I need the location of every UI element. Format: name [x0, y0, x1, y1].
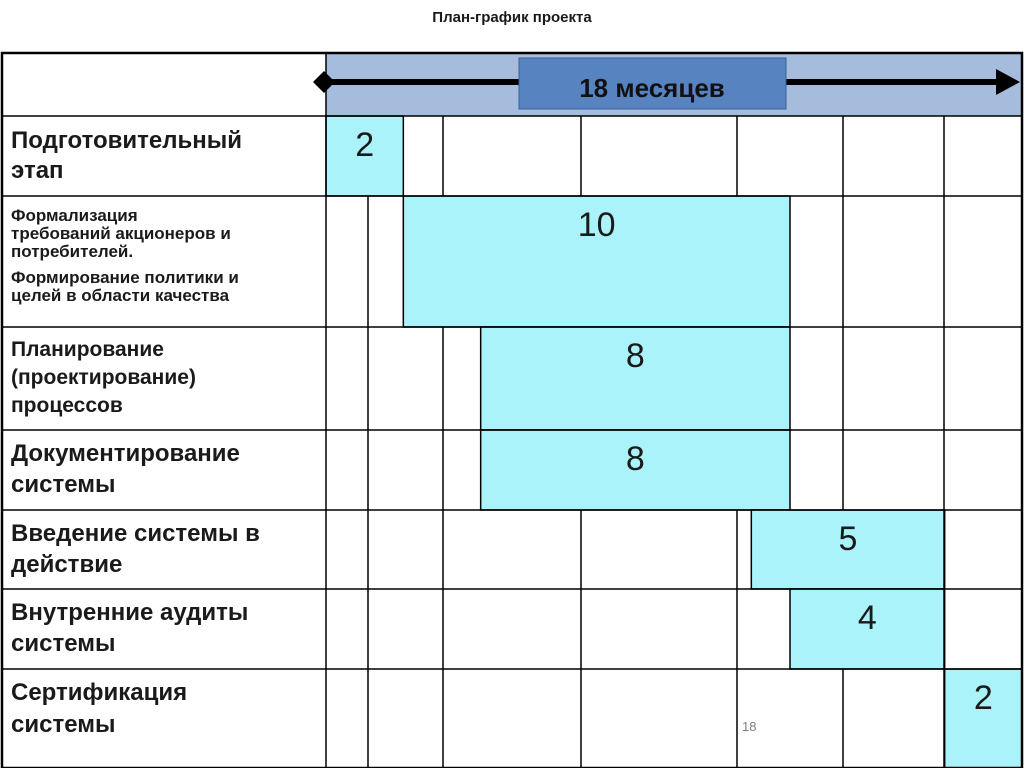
- task-name-line: Сертификация: [11, 679, 188, 706]
- task-name-label: [11, 206, 239, 305]
- bar-duration-label: 8: [625, 337, 645, 375]
- task-name-label: [11, 127, 242, 184]
- page-title: План-график проекта: [432, 9, 592, 26]
- task-name-label: [11, 679, 187, 738]
- task-name-line: потребителей.: [11, 242, 134, 261]
- task-name-line: Планирование: [11, 338, 164, 361]
- task-name-line: Внутренние аудиты: [11, 599, 249, 626]
- task-name-line: Формирование политики и: [11, 268, 239, 287]
- task-name-label: [11, 440, 240, 498]
- task-name-line: процессов: [11, 394, 123, 417]
- total-duration-label: 18 месяцев: [579, 73, 725, 103]
- task-name-line: системы: [11, 711, 116, 738]
- task-name-label: [11, 338, 196, 417]
- bar-duration-label: 8: [625, 440, 645, 478]
- task-name-line: этап: [11, 157, 64, 184]
- task-name-line: требований акционеров и: [11, 224, 231, 243]
- task-name-line: целей в области качества: [11, 286, 230, 305]
- task-name-label: [11, 599, 248, 657]
- task-name-line: действие: [11, 551, 123, 578]
- task-name-label: [11, 520, 260, 578]
- task-name-line: Введение системы в: [11, 520, 260, 547]
- task-name-line: системы: [11, 630, 116, 657]
- bar-duration-label: 2: [973, 679, 993, 717]
- slide-number: 18: [742, 719, 757, 734]
- task-name-line: Формализация: [11, 206, 138, 225]
- bar-duration-label: 5: [838, 520, 858, 558]
- bar-duration-label: 2: [355, 126, 375, 164]
- task-name-line: (проектирование): [11, 366, 196, 389]
- bar-duration-label: 4: [857, 599, 877, 637]
- task-name-line: системы: [11, 471, 116, 498]
- bar-duration-label: 10: [577, 206, 616, 244]
- task-name-line: Документирование: [11, 440, 240, 467]
- task-name-line: Подготовительный: [11, 127, 243, 154]
